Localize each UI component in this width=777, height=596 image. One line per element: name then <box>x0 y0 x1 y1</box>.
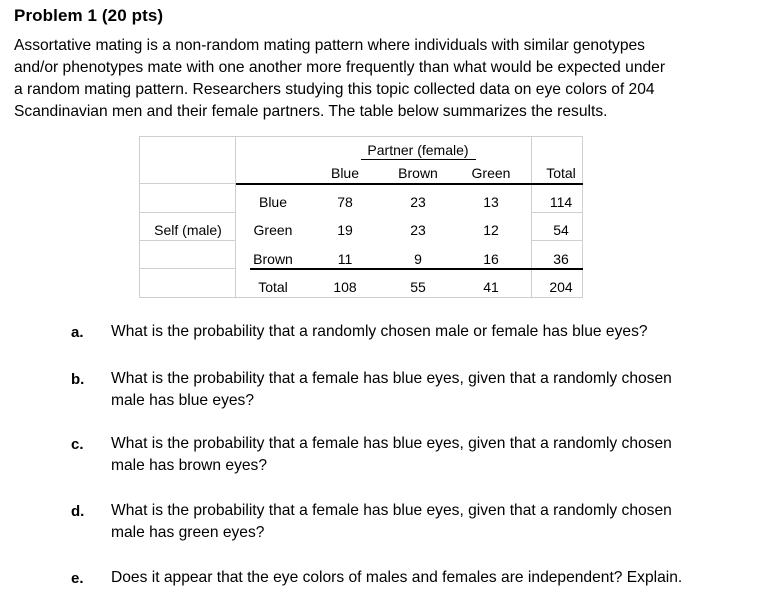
intro-line: a random mating pattern. Researchers studying this topic collected data on eye colors of 204 <box>14 81 655 98</box>
question-text <box>111 567 751 589</box>
table-cell: 204 <box>549 279 573 295</box>
table-cell: 23 <box>410 194 426 210</box>
table-cell: 19 <box>337 222 353 238</box>
table-cell: 12 <box>483 222 499 238</box>
column-header: Blue <box>330 165 360 181</box>
self-header: Self (male) <box>154 222 222 238</box>
column-header: Green <box>471 165 511 181</box>
row-label: Total <box>258 279 288 295</box>
question-line: male has brown eyes? <box>111 457 268 474</box>
table-divider <box>140 240 236 241</box>
table-cell: 9 <box>414 251 422 267</box>
partner-header-underline <box>361 159 476 160</box>
question-label: a. <box>71 324 84 341</box>
row-label: Green <box>253 222 293 238</box>
table-divider <box>531 212 583 213</box>
table-cell: 78 <box>337 194 353 210</box>
table-divider <box>140 268 236 269</box>
table-divider <box>531 137 532 297</box>
question-line: male has green eyes? <box>111 524 265 541</box>
table-cell: 13 <box>483 194 499 210</box>
intro-line: and/or phenotypes mate with one another more frequently than what would be expected under <box>14 59 666 76</box>
question-line: What is the probability that a female has blue eyes, given that a randomly chosen <box>111 502 672 519</box>
total-rule <box>250 268 583 270</box>
table-cell: 23 <box>410 222 426 238</box>
intro-line: Assortative mating is a non-random mating pattern where individuals with similar genotypes <box>14 37 645 54</box>
intro-line: Scandinavian men and their female partners. The table below summarizes the results. <box>14 103 608 120</box>
table-divider <box>140 183 236 184</box>
problem-title: Problem 1 (20 pts) <box>14 6 164 25</box>
table-cell: 55 <box>410 279 426 295</box>
eye-color-table <box>139 136 583 298</box>
header-rule <box>236 183 583 185</box>
column-header: Brown <box>398 165 438 181</box>
intro-paragraph <box>14 35 770 123</box>
question-text <box>111 368 751 412</box>
partner-header: Partner (female) <box>367 142 469 158</box>
row-label: Brown <box>253 251 293 267</box>
table-cell: 11 <box>337 251 353 267</box>
question-line: What is the probability that a female has blue eyes, given that a randomly chosen <box>111 370 672 387</box>
table-divider <box>531 240 583 241</box>
question-line: Does it appear that the eye colors of males and females are independent? Explain. <box>111 569 683 586</box>
question-text <box>111 500 751 544</box>
table-divider <box>235 137 236 297</box>
table-cell: 41 <box>483 279 499 295</box>
table-cell: 54 <box>553 222 569 238</box>
table-cell: 16 <box>483 251 499 267</box>
question-label: d. <box>71 503 85 520</box>
question-label: c. <box>71 436 84 453</box>
column-header: Total <box>546 165 576 181</box>
table-cell: 108 <box>333 279 357 295</box>
question-line: What is the probability that a female has blue eyes, given that a randomly chosen <box>111 435 672 452</box>
question-text <box>111 321 751 343</box>
row-label: Blue <box>258 194 288 210</box>
table-cell: 36 <box>553 251 569 267</box>
question-text <box>111 433 751 477</box>
question-label: b. <box>71 371 85 388</box>
question-line: What is the probability that a randomly chosen male or female has blue eyes? <box>111 323 648 340</box>
table-cell: 114 <box>549 194 573 210</box>
question-label: e. <box>71 570 84 587</box>
question-line: male has blue eyes? <box>111 392 255 409</box>
table-divider <box>140 212 236 213</box>
